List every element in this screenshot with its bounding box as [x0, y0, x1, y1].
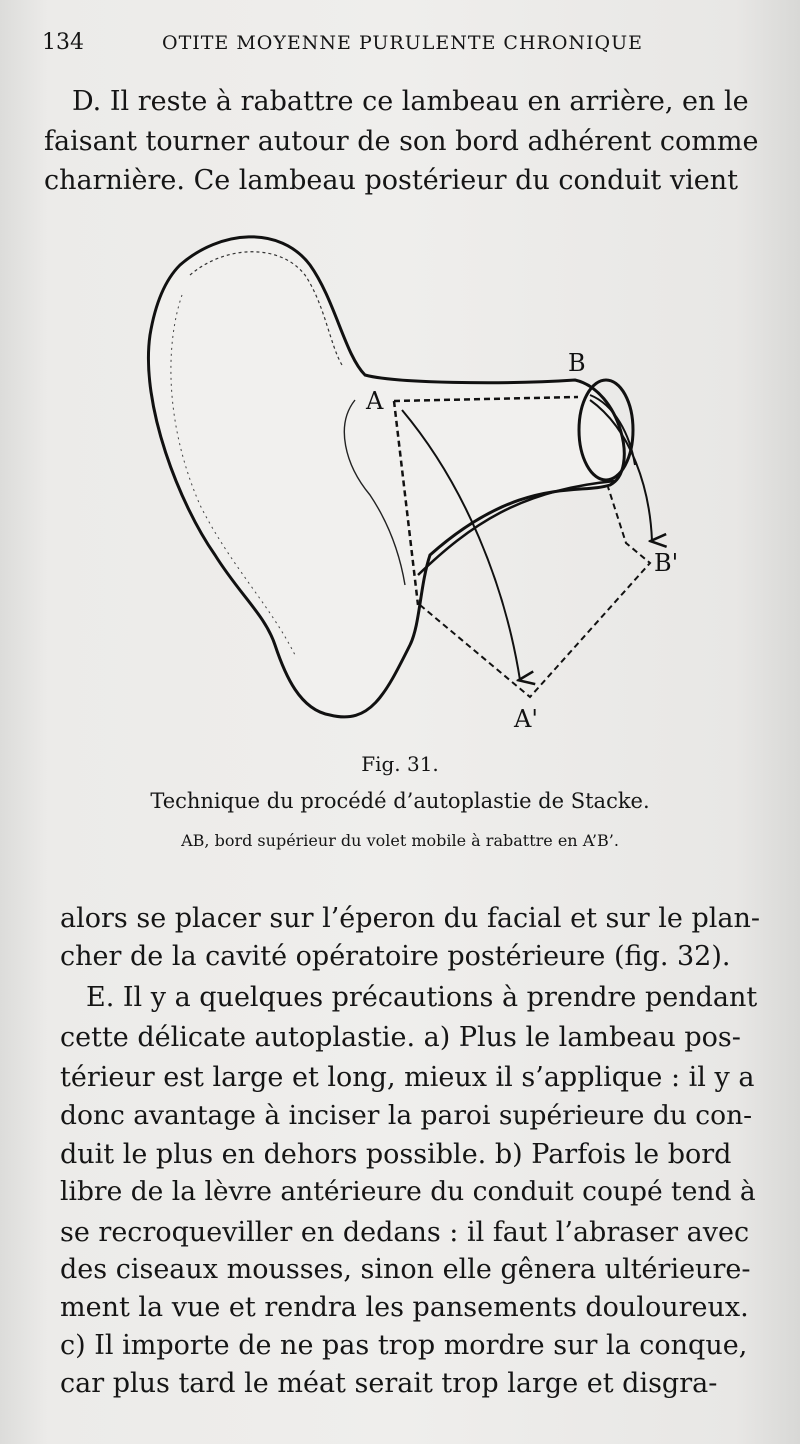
paragraph-cont-line-2: cher de la cavité opératoire postérieure (fig. 32). [60, 941, 731, 972]
paragraph-e-line-6: libre de la lèvre antérieure du conduit coupé tend à [60, 1176, 756, 1207]
paragraph-d-line-3: charnière. Ce lambeau postérieur du conduit vient [44, 165, 738, 196]
page-number: 134 [42, 30, 84, 55]
paragraph-e-line-10: c) Il importe de ne pas trop mordre sur la conque, [60, 1330, 748, 1361]
label-a: A [366, 387, 384, 415]
paragraph-e-line-8: des ciseaux mousses, sinon elle gênera ultérieure- [60, 1254, 751, 1285]
paragraph-d-line-2: faisant tourner autour de son bord adhérent comme [44, 126, 759, 157]
paragraph-e-line-11: car plus tard le méat serait trop large et disgra- [60, 1368, 718, 1399]
label-a-prime: A' [514, 705, 538, 733]
paragraph-d-line-1: D. Il reste à rabattre ce lambeau en arrière, en le [72, 86, 749, 117]
paragraph-e-line-2: cette délicate autoplastie. a) Plus le lambeau pos- [60, 1022, 741, 1053]
paragraph-e-line-5: duit le plus en dehors possible. b) Parfois le bord [60, 1139, 732, 1170]
figure-title: Technique du procédé d’autoplastie de Stacke. [150, 789, 650, 813]
paragraph-e-line-1: E. Il y a quelques précautions à prendre pendant [86, 982, 758, 1013]
figure-number: Fig. 31. [361, 752, 439, 776]
running-title: OTITE MOYENNE PURULENTE CHRONIQUE [162, 32, 643, 54]
paragraph-e-line-3: térieur est large et long, mieux il s’applique : il y a [60, 1062, 755, 1093]
auricle-outline [148, 237, 624, 717]
figure-31-illustration [120, 225, 700, 735]
paragraph-e-line-4: donc avantage à inciser la paroi supérieure du con- [60, 1100, 753, 1131]
page-header [42, 30, 760, 60]
figure-legend: AB, bord supérieur du volet mobile à rabattre en A’B’. [181, 831, 619, 850]
paragraph-e-line-9: ment la vue et rendra les pansements douloureux. [60, 1292, 749, 1323]
paragraph-e-line-7: se recroqueviller en dedans : il faut l’abraser avec [60, 1217, 750, 1248]
label-b-prime: B' [654, 549, 679, 577]
label-b: B [568, 349, 586, 377]
paragraph-cont-line-1: alors se placer sur l’éperon du facial et sur le plan- [60, 903, 760, 934]
